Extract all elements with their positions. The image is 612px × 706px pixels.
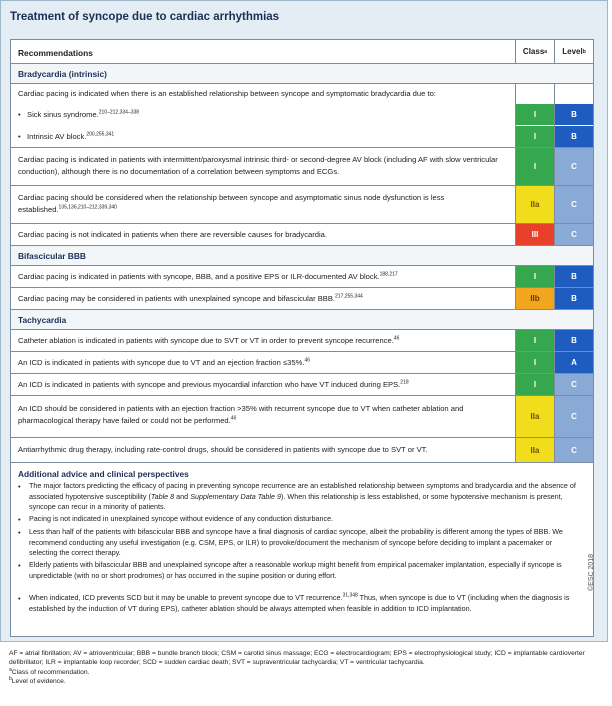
recommendation-text: Cardiac pacing is indicated in patients with intermittent/paroxysmal intrinsic third- or second-degree AV block (including AF with slow ventricular conduction), although there is no documentation of a correlation between symptoms and ECGs. [18,155,498,176]
section-row [11,310,593,330]
level-badge: B [555,104,593,125]
class-badge: I [516,148,554,185]
recommendation-text: Cardiac pacing should be considered when the relationship between syncope and asymptomatic sinus node dysfunction is less established.$^{135,136,210-212,339,340}$ [18,193,445,214]
advice-item: Elderly patients with bifascicular BBB and unexplained syncope after a reasonable workup might benefit from empirical pacemaker implantation, especially if syncope is unpredictable (with no or short prodromes) or has occurred in the supine position or during effort. [29,560,562,580]
recommendation-text: An ICD should be considered in patients with an ejection fraction >35% with recurrent syncope due to VT when catheter ablation and pharmacological therapy have failed or could not be performed.$^{46}$ [18,404,464,425]
table-row [11,374,593,396]
recommendation-text: Intrinsic AV block.$^{200,255,341}$ [27,131,115,141]
recommendation-text: Sick sinus syndrome.$^{210-212,334-338}$ [27,109,140,119]
class-badge: IIa [516,438,554,462]
recommendation-text: Antiarrhythmic drug therapy, including rate-control drugs, should be considered in patients with syncope due to SVT or VT. [18,445,428,454]
table-row [11,396,593,438]
advice-item: Pacing is not indicated in unexplained syncope without evidence of any conduction disturbance. [29,514,334,523]
table-row [11,266,593,288]
class-badge: IIa [516,396,554,437]
esc-watermark: ©ESC 2018 [588,553,595,591]
section-bradycardia: Bradycardia (intrinsic) [18,69,107,79]
recommendation-text: Catheter ablation is indicated in patients with syncope due to SVT or VT in order to prevent syncope recurrence.$^{46}$ [18,335,400,345]
class-badge: I [516,126,554,147]
footnotes [9,649,599,686]
advice-item: The major factors predicting the efficacy of pacing in preventing syncope recurrence are an established relationship between symptoms and bradycardia and the absence of associated hypotensive susceptibility (Table 8 and Supplementary Data Table 9). When this relationship is less established, or some hypotensive mechanism is present, syncope can recur in a minority of patients. [29,481,576,511]
level-badge: C [555,374,593,395]
footnote-a: $^a$Class of recommendation. [9,666,90,676]
section-row [11,246,593,266]
table-row [11,352,593,374]
level-badge: B [555,288,593,309]
header-recommendations: Recommendations [18,48,93,58]
class-badge: III [516,224,554,245]
class-badge: I [516,374,554,395]
recommendation-text: Cardiac pacing may be considered in patients with unexplained syncope and bifascicular BBB.$^{217,255,344}$ [18,293,363,303]
class-badge: IIa [516,186,554,223]
bullet: • [18,528,21,537]
level-badge: B [555,266,593,287]
table-row [11,288,593,310]
class-badge: I [516,352,554,373]
section-tachycardia: Tachycardia [18,315,67,325]
table-row [11,186,593,224]
advice-item: When indicated, ICD prevents SCD but it may be unable to prevent syncope due to VT recurrence.$^{31,348}$ Thus, when syncope is due to VT (including when the diagnosis is established by the induction of VT during EPS), catheter ablation should be always attempted when feasible in addition to ICD implantation. [29,592,570,613]
table-row [11,438,593,463]
bullet: • [18,561,21,570]
bullet: • [18,132,21,141]
bullet: • [18,515,21,524]
recommendation-text: Cardiac pacing is indicated when there is an established relationship between syncope and symptomatic bradycardia due to: [18,89,436,98]
header-class: Class a [522,47,548,56]
recommendation-text: Cardiac pacing is not indicated in patients when there are reversible causes for bradycardia. [18,230,327,239]
header-level: Level b [562,47,586,56]
class-badge: I [516,266,554,287]
bullet: • [18,594,21,603]
recommendation-text: An ICD is indicated in patients with syncope and previous myocardial infarction who have VT induced during EPS.$^{218}$ [18,379,409,389]
advice-heading: Additional advice and clinical perspectives [18,469,189,479]
class-badge: I [516,330,554,351]
level-badge: B [555,330,593,351]
class-badge: I [516,104,554,125]
abbreviations: AF = atrial fibrillation; AV = atrioventricular; BBB = bundle branch block; CSM = carotid sinus massage; ECG = electrocardiogram; EPS = electrophysiological study; ICD = implantable cardioverter defibrillator; ILR = implantable loop recorder; SCD = sudden cardiac death; SVT = supraventricular tachycardia; VT = ventricular tachycardia. [9,650,585,667]
table-row [11,104,593,126]
level-badge: C [555,186,593,223]
table-row [11,126,593,148]
table-row [11,330,593,352]
level-badge: C [555,148,593,185]
level-badge: C [555,224,593,245]
bullet: • [18,482,21,491]
footnote-b: $^b$Level of evidence. [9,675,66,685]
section-bifascicular: Bifascicular BBB [18,251,86,261]
section-row [11,64,593,84]
recommendation-text: Cardiac pacing is indicated in patients with syncope, BBB, and a positive EPS or ILR-documented AV block.$^{188,217}$ [18,271,398,281]
level-badge: B [555,126,593,147]
header-row [11,40,593,64]
table-row [11,224,593,246]
class-badge: IIb [516,288,554,309]
recommendations-table [10,39,594,637]
table-row [11,84,593,104]
level-badge: C [555,438,593,462]
table-title: Treatment of syncope due to cardiac arrhythmias [10,11,280,23]
advice-item: Less than half of the patients with bifascicular BBB and syncope have a final diagnosis of cardiac syncope, albeit the probability is different among the types of BBB. We recommend conducting any useful investigation (e.g. CSM, EPS, or ILR) to provoke/document the mechanism of syncope before deciding to implant a pacemaker or selecting the correct therapy. [29,527,563,557]
recommendation-text: An ICD is indicated in patients with syncope due to VT and an ejection fraction ≤35%.$^{46}$ [18,357,310,367]
level-badge: A [555,352,593,373]
level-badge: C [555,396,593,437]
bullet: • [18,110,21,119]
table-row [11,148,593,186]
